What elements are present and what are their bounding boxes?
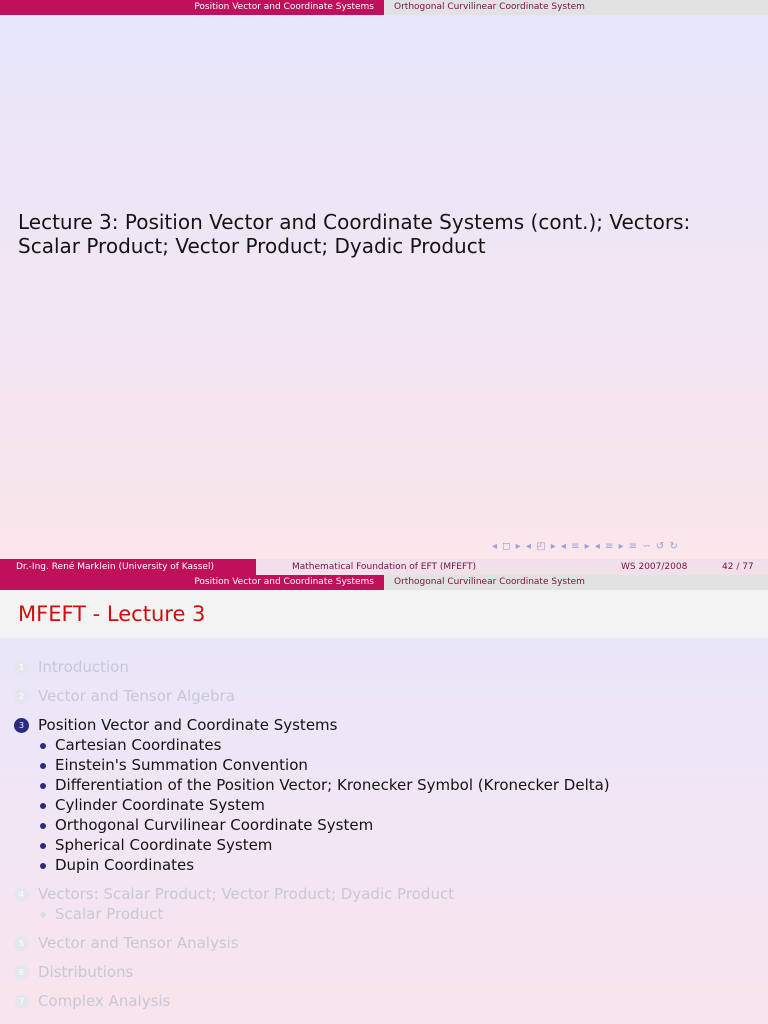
- bullet-icon: [40, 912, 46, 918]
- footer-course: Mathematical Foundation of EFT (MFEFT): [256, 559, 512, 575]
- footer-bar: [0, 559, 768, 575]
- header-bar: [0, 575, 768, 590]
- toc-subsection-label: Dupin Coordinates: [55, 856, 195, 874]
- toc-subsection-label: Spherical Coordinate System: [55, 836, 273, 854]
- slide-outline: [0, 575, 768, 1024]
- footer-page-number: 42 / 77: [722, 562, 754, 572]
- header-subsection-link[interactable]: Orthogonal Curvilinear Coordinate System: [384, 0, 768, 15]
- toc-subsection-label: Orthogonal Curvilinear Coordinate System: [55, 816, 374, 834]
- section-number-ball-icon: 3: [14, 718, 29, 733]
- section-number-ball-icon: 1: [14, 660, 29, 675]
- toc-section-label: Complex Analysis: [38, 992, 171, 1010]
- footer-author: Dr.-Ing. René Marklein (University of Kassel): [0, 559, 256, 575]
- lecture-title: Lecture 3: Position Vector and Coordinate Systems (cont.); Vectors: Scalar Product; Vector Product; Dyadic Product: [18, 210, 691, 258]
- bullet-icon: [40, 823, 46, 829]
- header-subsection-link[interactable]: Orthogonal Curvilinear Coordinate System: [384, 575, 768, 590]
- bullet-icon: [40, 863, 46, 869]
- toc-section-label: Position Vector and Coordinate Systems: [38, 716, 338, 734]
- bullet-icon: [40, 763, 46, 769]
- bullet-icon: [40, 843, 46, 849]
- section-number-ball-icon: 4: [14, 887, 29, 902]
- toc-subsection-label: Cylinder Coordinate System: [55, 796, 265, 814]
- beamer-navigation-icons[interactable]: ◂ ◻ ▸ ◂ ◰ ▸ ◂ ≡ ▸ ◂ ≡ ▸ ≡ ∽ ↺ ↻: [492, 541, 679, 552]
- toc-section-label: Distributions: [38, 963, 134, 981]
- header-section-link[interactable]: Position Vector and Coordinate Systems: [0, 0, 384, 15]
- toc-section-label: Vector and Tensor Analysis: [38, 934, 239, 952]
- section-number-ball-icon: 2: [14, 689, 29, 704]
- toc-subsection-label: Einstein's Summation Convention: [55, 756, 308, 774]
- header-bar: [0, 0, 768, 15]
- toc-subsection-label: Differentiation of the Position Vector; Kronecker Symbol (Kronecker Delta): [55, 776, 610, 794]
- toc-section-label: Introduction: [38, 658, 129, 676]
- header-section-link[interactable]: Position Vector and Coordinate Systems: [0, 575, 384, 590]
- footer-info: [512, 559, 768, 575]
- footer-semester: WS 2007/2008: [621, 562, 688, 572]
- toc-section-label: Vectors: Scalar Product; Vector Product; Dyadic Product: [38, 885, 455, 903]
- toc-subsection-label: Cartesian Coordinates: [55, 736, 222, 754]
- toc-section-label: Vector and Tensor Algebra: [38, 687, 235, 705]
- frame-title: MFEFT - Lecture 3: [18, 602, 206, 626]
- bullet-icon: [40, 803, 46, 809]
- bullet-icon: [40, 783, 46, 789]
- frame-title-bar: [0, 590, 768, 638]
- section-number-ball-icon: 6: [14, 965, 29, 980]
- toc-subsection-label: Scalar Product: [55, 905, 164, 923]
- section-number-ball-icon: 7: [14, 994, 29, 1009]
- bullet-icon: [40, 743, 46, 749]
- section-number-ball-icon: 5: [14, 936, 29, 951]
